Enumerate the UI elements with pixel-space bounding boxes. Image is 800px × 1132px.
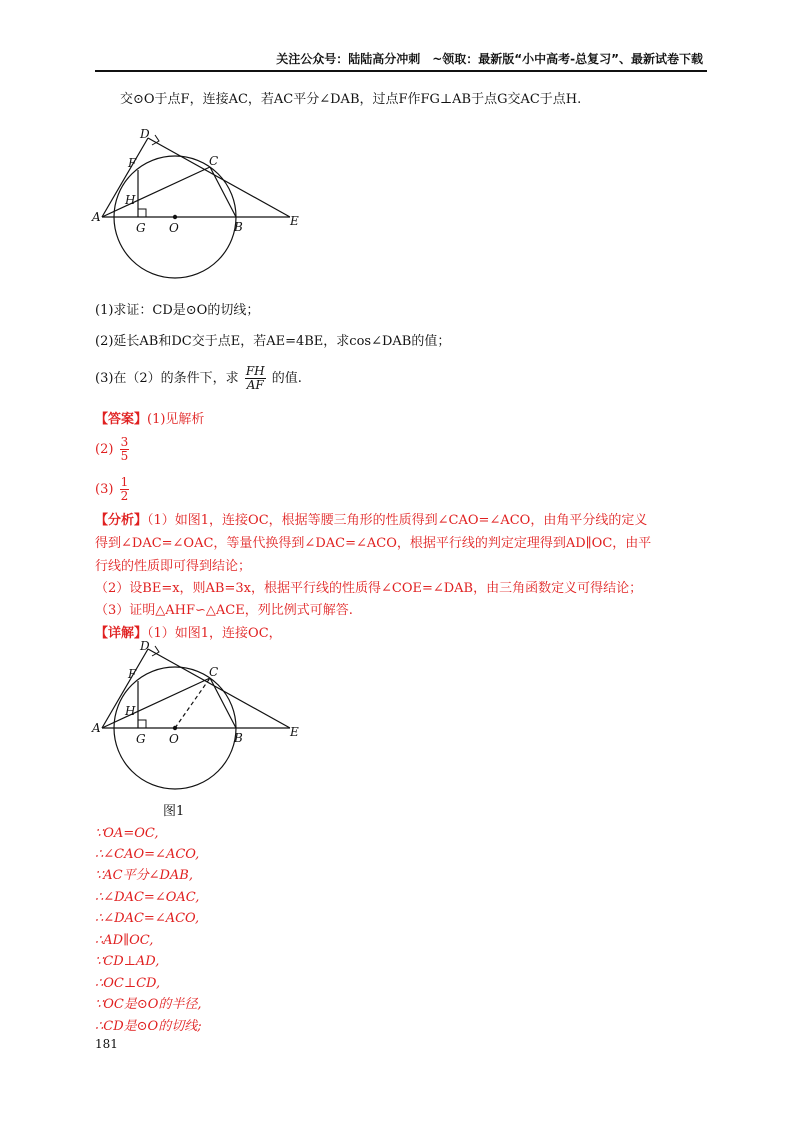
- geometry-figure-1: [90, 640, 315, 820]
- label-e: E: [290, 725, 299, 739]
- analysis-line-2: 得到∠DAC=∠OAC，等量代换得到∠DAC=∠ACO，根据平行线的判定定理得到AD∥OC，由平: [95, 536, 652, 551]
- geometry-figure-problem: [90, 122, 315, 282]
- question-1: (1)求证：CD是⊙O的切线；: [95, 303, 260, 318]
- analysis-line-5: （3）证明△AHF∽△ACE，列比例式可解答.: [95, 603, 353, 618]
- answer-3-prefix: (3): [95, 482, 114, 498]
- label-g: G: [136, 732, 146, 746]
- analysis-line-1: [95, 513, 647, 529]
- figure-caption: 图1: [163, 804, 185, 819]
- proof-step-1: ∵OA=OC,: [95, 826, 159, 841]
- analysis-line-4: （2）设BE=x，则AB=3x，根据平行线的性质得∠COE=∠DAB，由三角函数定义可得结论；: [95, 581, 643, 596]
- proof-step-9: ∵OC是⊙O的半径,: [95, 997, 202, 1012]
- label-g: G: [136, 221, 146, 235]
- proof-step-8: ∴OC⊥CD,: [95, 976, 161, 991]
- analysis-text-1: （1）如图1，连接OC，根据等腰三角形的性质得到∠CAO=∠ACO，由角平分线的定义: [147, 513, 648, 528]
- question-3-prefix: (3)在（2）的条件下，求: [95, 371, 239, 387]
- page-header: 关注公众号：陆陆高分冲刺 ~领取：最新版“小中高考-总复习”、最新试卷下载: [276, 52, 703, 66]
- question-3-suffix: 的值.: [271, 371, 302, 387]
- answer-2-denominator: 5: [120, 449, 129, 464]
- point-o: [173, 215, 177, 219]
- answer-2-prefix: (2): [95, 442, 114, 458]
- detail-label: 【详解】: [95, 626, 148, 641]
- line-ac: [102, 167, 210, 217]
- label-d: D: [140, 640, 150, 653]
- detail-text-1: （1）如图1，连接OC，: [147, 626, 282, 641]
- question-3: [95, 365, 302, 392]
- answer-1-text: (1)见解析: [147, 412, 205, 427]
- proof-step-5: ∴∠DAC=∠ACO,: [95, 911, 200, 926]
- right-angle-g: [138, 209, 146, 217]
- proof-step-4: ∴∠DAC=∠OAC,: [95, 890, 200, 905]
- label-o: O: [169, 221, 179, 235]
- line-cb: [210, 678, 236, 728]
- label-c: C: [209, 154, 219, 168]
- answer-3-denominator: 2: [120, 489, 129, 504]
- label-a: A: [92, 721, 101, 735]
- fraction-numerator: FH: [245, 364, 265, 378]
- answer-3: [95, 476, 131, 503]
- proof-step-10: ∴CD是⊙O的切线;: [95, 1019, 202, 1034]
- answer-1: [95, 412, 204, 428]
- label-f: F: [128, 156, 137, 170]
- proof-step-7: ∵CD⊥AD,: [95, 954, 160, 969]
- proof-step-3: ∵AC平分∠DAB,: [95, 868, 193, 883]
- label-f: F: [128, 667, 137, 681]
- problem-intro: 交⊙O于点F，连接AC，若AC平分∠DAB，过点F作FG⊥AB于点G交AC于点H.: [120, 92, 582, 107]
- answer-3-numerator: 1: [120, 475, 129, 489]
- label-e: E: [290, 214, 299, 228]
- line-ac: [102, 678, 210, 728]
- fraction-fh-af: [245, 365, 266, 392]
- line-de: [148, 649, 290, 728]
- answer-label: 【答案】: [95, 412, 148, 427]
- answer-2-fraction: [120, 436, 130, 463]
- label-b: B: [234, 220, 243, 234]
- label-b: B: [234, 731, 243, 745]
- label-h: H: [125, 193, 136, 207]
- label-h: H: [125, 704, 136, 718]
- label-o: O: [169, 732, 179, 746]
- analysis-line-3: 行线的性质即可得到结论；: [95, 559, 252, 574]
- label-d: D: [140, 127, 150, 141]
- answer-2-numerator: 3: [120, 435, 129, 449]
- label-c: C: [209, 665, 219, 679]
- answer-2: [95, 436, 131, 463]
- proof-step-2: ∴∠CAO=∠ACO,: [95, 847, 200, 862]
- line-cb: [210, 167, 236, 217]
- line-de: [148, 138, 290, 217]
- page-number: 181: [95, 1037, 118, 1051]
- label-a: A: [92, 210, 101, 224]
- fraction-denominator: AF: [246, 378, 264, 393]
- analysis-label: 【分析】: [95, 513, 148, 528]
- question-2: (2)延长AB和DC交于点E，若AE=4BE，求cos∠DAB的值；: [95, 334, 451, 349]
- proof-step-6: ∴AD∥OC,: [95, 933, 154, 948]
- answer-3-fraction: [120, 476, 130, 503]
- header-divider: [95, 70, 707, 72]
- point-o: [173, 726, 177, 730]
- right-angle-g: [138, 720, 146, 728]
